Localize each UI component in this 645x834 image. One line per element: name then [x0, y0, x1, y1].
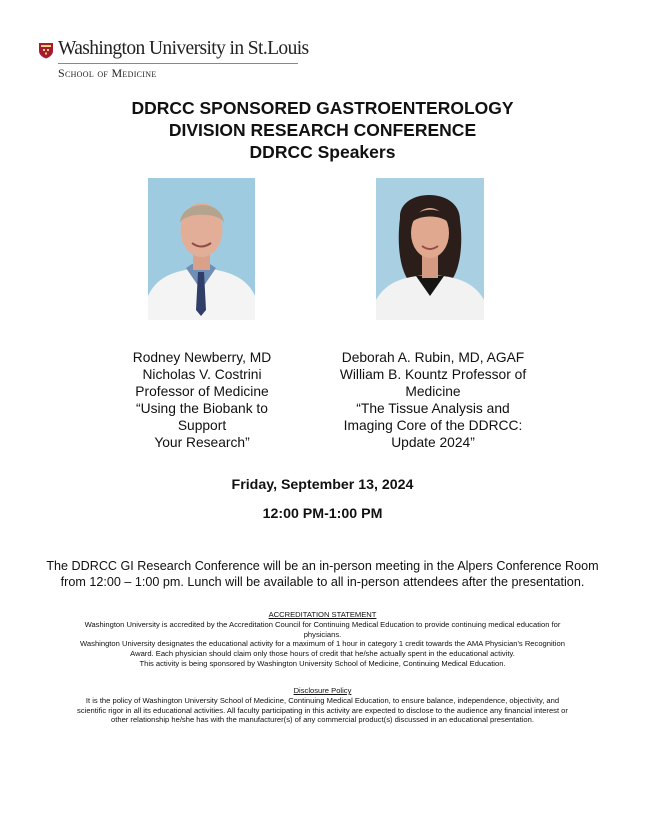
disclosure-line: other relationship he/she has with the manufacturer(s) of any commercial product(s) discussed in an educational presentation. [111, 715, 534, 725]
title-line-1: DDRCC SPONSORED GASTROENTEROLOGY [131, 98, 514, 118]
accreditation-line: This activity is being sponsored by Washington University School of Medicine, Continuing Medical Education. [139, 658, 506, 668]
speaker-1-info [112, 349, 292, 451]
speaker-2-talk-line-2: Imaging Core of the DDRCC: [343, 418, 523, 433]
speaker-2-title-line-2: Medicine [405, 384, 461, 399]
speaker-1-name: Rodney Newberry, MD [132, 350, 272, 365]
speaker-2-title-line-1: William B. Kountz Professor of [339, 367, 527, 382]
title-line-3: DDRCC Speakers [249, 142, 396, 162]
disclosure-line: It is the policy of Washington University School of Medicine, Continuing Medical Education, to ensure balance, independence, objectivity, and [85, 695, 560, 705]
university-crest-icon [38, 42, 54, 59]
school-name: School of Medicine [58, 66, 157, 80]
event-description [0, 558, 645, 590]
event-date: Friday, September 13, 2024 [231, 477, 414, 493]
speaker-photo-newberry [148, 178, 255, 320]
speaker-1-talk-line-1: “Using the Biobank to Support [136, 401, 268, 433]
accreditation-line: physicians. [303, 629, 342, 639]
speaker-1-title-line-1: Nicholas V. Costrini [142, 367, 262, 382]
event-description-line-1: The DDRCC GI Research Conference will be an in-person meeting in the Alpers Conference Room [46, 559, 599, 573]
accreditation-line: Washington University is accredited by the Accreditation Council for Continuing Medical Education to provide continuing medical education for [84, 619, 561, 629]
speaker-1-talk-line-2: Your Research” [154, 435, 250, 450]
speaker-portrait-icon [376, 178, 484, 320]
accreditation-section [0, 610, 645, 669]
accreditation-heading: ACCREDITATION STATEMENT [268, 610, 377, 619]
accreditation-line: Washington University designates the educational activity for a maximum of 1 hour in category 1 credit towards the AMA Physician's Recognition [80, 639, 565, 649]
speaker-2-name: Deborah A. Rubin, MD, AGAF [341, 350, 525, 365]
university-name: Washington University in St.Louis [58, 38, 309, 59]
event-time: 12:00 PM-1:00 PM [262, 506, 383, 522]
disclosure-line: scientific rigor in all its educational activities. All faculty participating in this activity are expected to disclose to the audience any financial interest or [77, 705, 568, 715]
speaker-2-talk-line-1: “The Tissue Analysis and [356, 401, 510, 416]
title-line-2: DIVISION RESEARCH CONFERENCE [168, 120, 477, 140]
event-description-line-2: from 12:00 – 1:00 pm. Lunch will be available to all in-person attendees after the presentation. [60, 575, 585, 589]
speaker-portrait-icon [148, 178, 255, 320]
disclosure-section [0, 686, 645, 725]
speaker-photo-rubin [376, 178, 484, 320]
accreditation-line: Award. Each physician should claim only those hours of credit that he/she actually spent in the educational activity. [130, 649, 515, 659]
disclosure-heading: Disclosure Policy [293, 686, 352, 695]
speaker-2-info [327, 349, 539, 451]
logo-divider [58, 63, 298, 64]
speaker-2-talk-line-3: Update 2024” [391, 435, 475, 450]
speaker-1-title-line-2: Professor of Medicine [135, 384, 269, 399]
